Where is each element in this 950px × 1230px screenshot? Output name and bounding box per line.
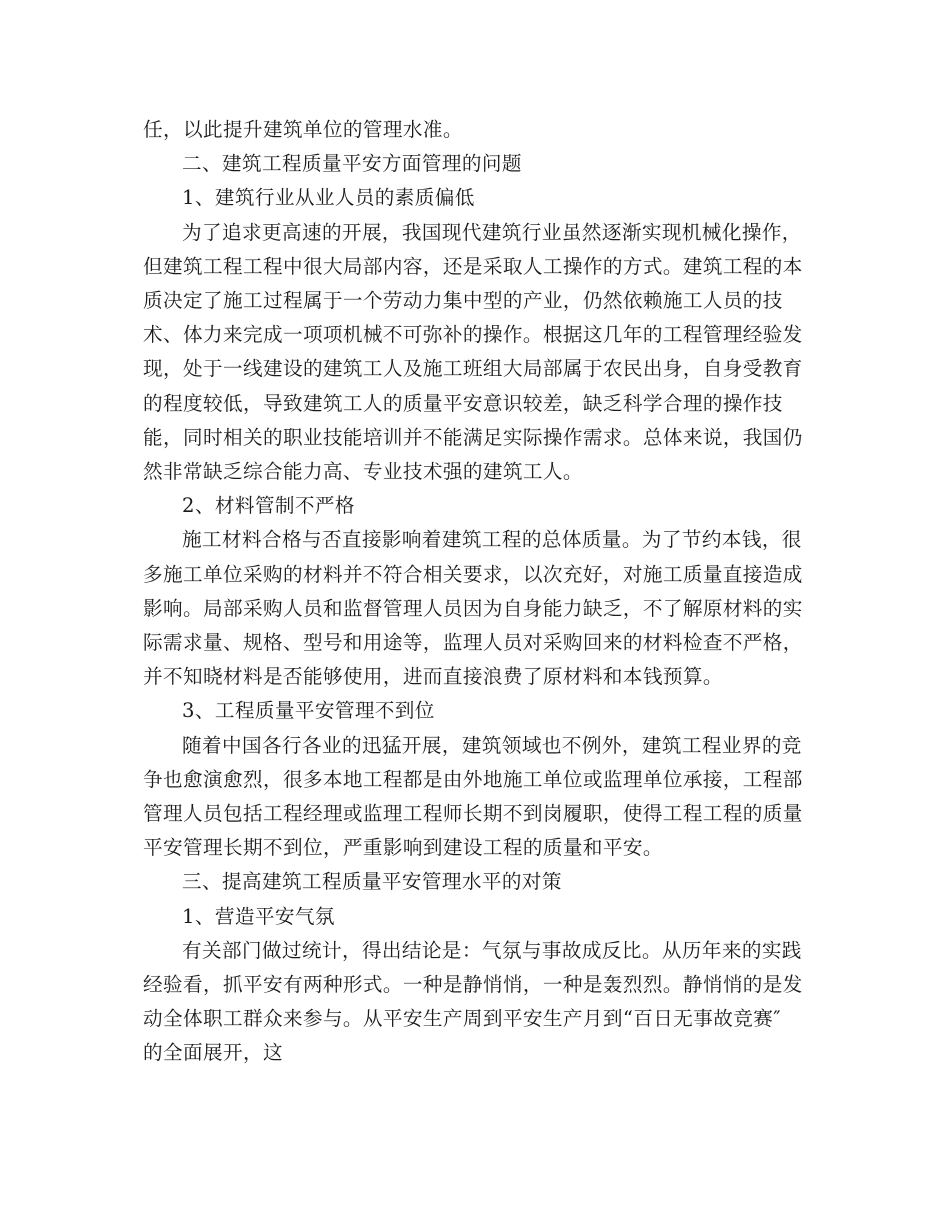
- paragraph-continuation: 任，以此提升建筑单位的管理水准。: [143, 118, 463, 141]
- section-heading-2: 二、建筑工程质量平安方面管理的问题: [182, 152, 522, 176]
- paragraph-management: 随着中国各行各业的迅猛开展，建筑领域也不例外，建筑工程业界的竞争也愈演愈烈，很多本地工程都是由外地施工单位或监理单位承接，工程部管理人员包括工程经理或监理工程师长期不到岗履职，使得工程工程的质量平安管理长期不到位，严重影响到建设工程的质量和平安。: [143, 733, 803, 860]
- section-heading-3: 三、提高建筑工程质量平安管理水平的对策: [182, 870, 562, 894]
- paragraph-materials: 施工材料合格与否直接影响着建筑工程的总体质量。为了节约本钱，很多施工单位采购的材料并不符合相关要求，以次充好，对施工质量直接造成影响。局部采购人员和监督管理人员因为自身能力缺乏，不了解原材料的实际需求量、规格、型号和用途等，监理人员对采购回来的材料检查不严格，并不知晓材料是否能够使用，进而直接浪费了原材料和本钱预算。: [143, 528, 803, 689]
- subheading-2-2: 2、材料管制不严格: [182, 494, 355, 518]
- document-body: [143, 113, 805, 1071]
- subheading-2-1: 1、建筑行业从业人员的素质偏低: [182, 186, 475, 210]
- paragraph-atmosphere: 有关部门做过统计，得出结论是：气氛与事故成反比。从历年来的实践经验看，抓平安有两种形式。一种是静悄悄，一种是轰烈烈。静悄悄的是发动全体职工群众来参与。从平安生产周到平安生产月到“百日无事故竞赛″ 的全面展开，这: [143, 938, 803, 1065]
- subheading-3-1: 1、营造平安气氛: [182, 904, 335, 928]
- subheading-2-3: 3、工程质量平安管理不到位: [182, 699, 435, 723]
- paragraph-workers: 为了追求更高速的开展，我国现代建筑行业虽然逐渐实现机械化操作，但建筑工程工程中很大局部内容，还是采取人工操作的方式。建筑工程的本质决定了施工过程属于一个劳动力集中型的产业，仍然依赖施工人员的技术、体力来完成一项项机械不可弥补的操作。根据这几年的工程管理经验发现，处于一线建设的建筑工人及施工班组大局部属于农民出身，自身受教育的程度较低，导致建筑工人的质量平安意识较差，缺乏科学合理的操作技能，同时相关的职业技能培训并不能满足实际操作需求。总体来说，我国仍然非常缺乏综合能力高、专业技术强的建筑工人。: [143, 220, 803, 484]
